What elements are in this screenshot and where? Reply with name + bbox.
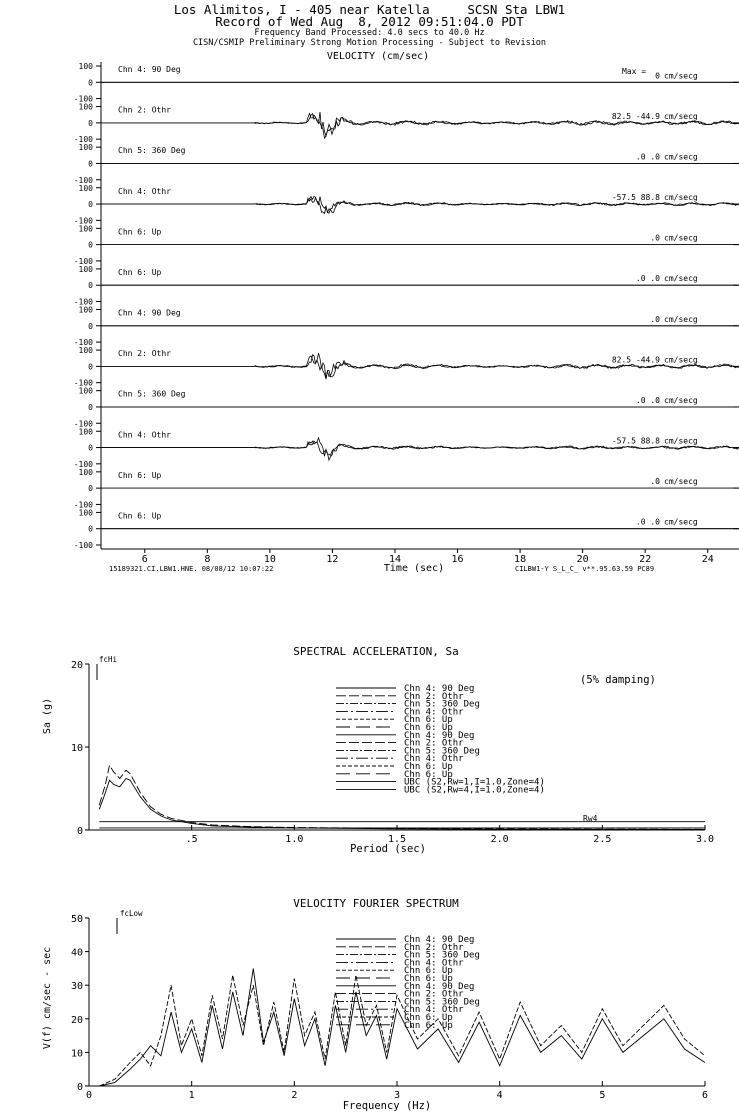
legend-entry: Chn 5: 360 Deg bbox=[404, 950, 480, 961]
sa-x-tick-label: 1.0 bbox=[285, 834, 304, 845]
trace-units: cm/secg bbox=[664, 152, 698, 162]
legend-entry: Chn 4: 90 Deg bbox=[404, 981, 475, 992]
trace-max-value: 82.5 -44.9 bbox=[611, 111, 660, 121]
trace-channel-label: Chn 6: Up bbox=[118, 267, 162, 277]
record-date-title: Record of Wed Aug 8, 2012 09:51:04.0 PDT bbox=[215, 14, 524, 29]
timeseries-y-tick-label: 100 bbox=[78, 62, 93, 71]
trace-units: cm/secg bbox=[664, 233, 698, 243]
timeseries-x-tick-label: 12 bbox=[326, 554, 339, 565]
timeseries-y-tick-label: -100 bbox=[73, 256, 93, 266]
sa-fchi-marker-label: fcHi bbox=[99, 655, 118, 664]
sa-title: SPECTRAL ACCELERATION, Sa bbox=[293, 645, 459, 658]
vf-series-line bbox=[99, 975, 705, 1086]
timeseries-x-tick-label: 22 bbox=[639, 554, 652, 565]
legend-entry: UBC (S2,Rw=1,I=1.0,Zone=4) bbox=[404, 777, 545, 788]
trace-units: cm/secg bbox=[664, 477, 698, 487]
timeseries-y-tick-label: -100 bbox=[73, 175, 93, 185]
trace-channel-label: Chn 4: Othr bbox=[118, 186, 171, 196]
timeseries-y-tick-label: 0 bbox=[88, 443, 93, 453]
legend-entry: Chn 5: 360 Deg bbox=[404, 746, 480, 757]
timeseries-footer-left: 15189321.CI.LBW1.HNE. 08/08/12 10:07:22 bbox=[109, 565, 274, 573]
trace-channel-label: Chn 4: Othr bbox=[118, 430, 171, 440]
sa-rw-label: Rw4 bbox=[583, 814, 598, 823]
vf-x-tick-label: 0 bbox=[85, 1090, 93, 1101]
timeseries-y-tick-label: -100 bbox=[73, 459, 93, 469]
trace-units: cm/secg bbox=[664, 355, 698, 365]
sa-x-tick-label: 3.0 bbox=[695, 834, 715, 845]
vf-x-tick-label: 3 bbox=[393, 1090, 401, 1101]
vf-x-tick-label: 2 bbox=[291, 1090, 298, 1101]
timeseries-y-tick-label: 100 bbox=[78, 264, 93, 274]
legend-entry: Chn 4: 90 Deg bbox=[404, 684, 475, 694]
vf-fclow-marker-label: fcLow bbox=[120, 909, 143, 918]
trace-units: cm/secg bbox=[664, 314, 698, 324]
timeseries-x-tick-label: 16 bbox=[451, 554, 464, 565]
trace-channel-label: Chn 4: 90 Deg bbox=[118, 65, 181, 74]
timeseries-x-label: Time (sec) bbox=[383, 563, 445, 574]
trace-max-value: .0 .0 bbox=[635, 517, 660, 527]
timeseries-y-tick-label: 0 bbox=[88, 281, 93, 291]
timeseries-y-tick-label: 0 bbox=[88, 159, 93, 169]
legend-entry: Chn 6: Up bbox=[404, 715, 453, 726]
timeseries-y-tick-label: 100 bbox=[78, 102, 93, 112]
timeseries-y-tick-label: -100 bbox=[73, 419, 93, 429]
trace-max-value: -57.5 88.8 bbox=[611, 193, 660, 203]
vf-y-tick-label: 30 bbox=[70, 981, 83, 993]
legend-entry: Chn 4: Othr bbox=[404, 958, 464, 969]
trace-max-value: .0 .0 bbox=[635, 395, 660, 405]
timeseries-y-tick-label: 0 bbox=[88, 118, 93, 128]
sa-y-tick-label: 10 bbox=[70, 743, 83, 754]
trace-channel-label: Chn 5: 360 Deg bbox=[118, 146, 186, 156]
legend-entry: Chn 2: Othr bbox=[404, 989, 464, 1000]
timeseries-y-tick-label: 0 bbox=[88, 240, 93, 250]
timeseries-y-tick-label: -100 bbox=[73, 135, 93, 145]
legend-entry: Chn 4: 90 Deg bbox=[404, 935, 475, 945]
timeseries-x-tick-label: 14 bbox=[388, 554, 402, 565]
vf-y-tick-label: 0 bbox=[76, 1082, 83, 1093]
trace-units: cm/secg bbox=[664, 193, 698, 203]
sa-damping-note: (5% damping) bbox=[580, 674, 656, 686]
timeseries-x-tick-label: 10 bbox=[263, 554, 276, 565]
trace-max-value: .0 .0 bbox=[635, 274, 660, 284]
timeseries-y-tick-label: 100 bbox=[78, 427, 93, 437]
trace-max-value: .0 bbox=[650, 314, 660, 324]
timeseries-x-tick-label: 20 bbox=[576, 554, 589, 565]
timeseries-y-tick-label: -100 bbox=[73, 541, 93, 550]
trace-max-value: -57.5 88.8 bbox=[611, 436, 660, 446]
trace-max-value: .0 bbox=[650, 477, 660, 487]
timeseries-y-tick-label: 0 bbox=[88, 321, 93, 331]
sa-series-line bbox=[99, 765, 705, 829]
trace-channel-label: Chn 4: 90 Deg bbox=[118, 308, 181, 318]
timeseries-y-tick-label: 100 bbox=[78, 143, 93, 153]
spectral-acceleration-panel bbox=[42, 645, 714, 855]
timeseries-x-tick-label: 6 bbox=[141, 554, 148, 565]
processing-note: CISN/CSMIP Preliminary Strong Motion Processing - Subject to Revision bbox=[192, 38, 547, 48]
timeseries-y-tick-label: -100 bbox=[73, 216, 93, 226]
legend-entry: UBC (S2,Rw=4,I=1.0,Zone=4) bbox=[404, 785, 545, 796]
timeseries-y-tick-label: -100 bbox=[73, 297, 93, 307]
legend-entry: Chn 6: Up bbox=[404, 723, 453, 733]
sa-x-tick-label: 2.5 bbox=[593, 834, 612, 845]
trace-units: cm/secg bbox=[664, 111, 698, 121]
vf-x-tick-label: 6 bbox=[701, 1090, 709, 1101]
frequency-band-note: Frequency Band Processed: 4.0 secs to 40.0 Hz bbox=[254, 28, 485, 38]
legend-entry: Chn 6: Up bbox=[404, 974, 453, 984]
timeseries-y-tick-label: 0 bbox=[88, 524, 93, 534]
sa-x-tick-label: 2.0 bbox=[490, 834, 509, 845]
sa-y-tick-label: 20 bbox=[70, 660, 83, 671]
timeseries-y-tick-label: -100 bbox=[73, 94, 93, 104]
record-station-title: Los Alimitos, I - 405 near Katella SCSN Sta LBW1 bbox=[173, 2, 566, 17]
sa-x-label: Period (sec) bbox=[350, 843, 426, 855]
legend-entry: Chn 6: Up bbox=[404, 769, 453, 780]
legend-entry: Chn 2: Othr bbox=[404, 942, 464, 953]
trace-max-value: 82.5 -44.9 bbox=[611, 355, 660, 365]
legend-entry: Chn 2: Othr bbox=[404, 691, 464, 702]
trace-units: cm/secg bbox=[664, 436, 698, 446]
vf-x-label: Frequency (Hz) bbox=[342, 1100, 432, 1112]
legend-entry: Chn 5: 360 Deg bbox=[404, 997, 480, 1008]
vf-title: VELOCITY FOURIER SPECTRUM bbox=[293, 897, 459, 910]
legend-entry: Chn 6: Up bbox=[404, 1013, 453, 1023]
vf-y-tick-label: 40 bbox=[70, 947, 83, 959]
vf-y-tick-label: 20 bbox=[70, 1014, 83, 1026]
timeseries-y-tick-label: -100 bbox=[73, 338, 93, 348]
timeseries-overlay-title: VELOCITY (cm/sec) bbox=[326, 51, 430, 62]
vf-y-tick-label: 10 bbox=[70, 1048, 83, 1060]
timeseries-y-tick-label: -100 bbox=[73, 500, 93, 510]
sa-y-label: Sa (g) bbox=[42, 697, 53, 735]
timeseries-y-tick-label: 100 bbox=[78, 386, 93, 396]
vf-series-line bbox=[99, 968, 705, 1086]
trace-units: cm/secg bbox=[664, 71, 698, 81]
timeseries-y-tick-label: 0 bbox=[88, 78, 93, 88]
legend-entry: Chn 2: Othr bbox=[404, 738, 464, 749]
timeseries-y-tick-label: 100 bbox=[78, 346, 93, 356]
timeseries-y-tick-label: 0 bbox=[88, 484, 93, 494]
trace-channel-label: Chn 5: 360 Deg bbox=[118, 389, 186, 399]
legend-entry: Chn 6: Up bbox=[404, 1020, 453, 1031]
timeseries-y-tick-label: 100 bbox=[78, 508, 93, 518]
timeseries-y-tick-label: 100 bbox=[78, 305, 93, 315]
legend-entry: Chn 4: 90 Deg bbox=[404, 730, 475, 741]
timeseries-y-tick-label: -100 bbox=[73, 378, 93, 388]
vf-y-tick-label: 50 bbox=[70, 914, 83, 925]
trace-units: cm/secg bbox=[664, 395, 698, 405]
trace-max-value: .0 bbox=[650, 233, 660, 243]
trace-channel-label: Chn 6: Up bbox=[118, 470, 162, 480]
timeseries-x-tick-label: 18 bbox=[514, 554, 527, 565]
legend-entry: Chn 4: Othr bbox=[404, 754, 464, 765]
sa-y-tick-label: 0 bbox=[76, 826, 83, 837]
timeseries-y-tick-label: 100 bbox=[78, 467, 93, 477]
timeseries-x-tick-label: 24 bbox=[701, 554, 714, 565]
timeseries-y-tick-label: 0 bbox=[88, 200, 93, 210]
trace-channel-label: Chn 6: Up bbox=[118, 227, 162, 237]
timeseries-y-tick-label: 0 bbox=[88, 402, 93, 412]
legend-entry: Chn 4: Othr bbox=[404, 707, 464, 718]
vf-x-tick-label: 5 bbox=[599, 1090, 606, 1101]
sa-x-tick-label: .5 bbox=[185, 834, 198, 845]
trace-channel-label: Chn 6: Up bbox=[118, 511, 162, 521]
timeseries-y-tick-label: 100 bbox=[78, 224, 93, 234]
timeseries-x-tick-label: 8 bbox=[204, 554, 211, 565]
timeseries-footer-right: CILBW1-Y S_L_C_ v**.95.63.59 PC89 bbox=[515, 565, 655, 573]
sa-x-tick-label: 1.5 bbox=[387, 834, 407, 845]
timeseries-y-tick-label: 0 bbox=[88, 362, 93, 372]
vf-y-label: V(f) cm/sec - sec bbox=[42, 946, 53, 1050]
timeseries-y-tick-label: 100 bbox=[78, 183, 93, 193]
legend-entry: Chn 5: 360 Deg bbox=[404, 699, 480, 710]
timeseries-max-label: Max = bbox=[622, 67, 647, 76]
vf-x-tick-label: 1 bbox=[188, 1090, 195, 1101]
vf-x-tick-label: 4 bbox=[496, 1090, 503, 1101]
trace-max-value: .0 .0 bbox=[635, 152, 660, 162]
legend-entry: Chn 6: Up bbox=[404, 966, 453, 977]
trace-channel-label: Chn 2: Othr bbox=[118, 349, 171, 359]
trace-units: cm/secg bbox=[664, 274, 698, 284]
velocity-timeseries-panel bbox=[74, 51, 739, 574]
legend-entry: Chn 6: Up bbox=[404, 762, 453, 772]
trace-channel-label: Chn 2: Othr bbox=[118, 105, 171, 115]
trace-max-value: 0 bbox=[655, 71, 660, 81]
trace-units: cm/secg bbox=[664, 517, 698, 527]
legend-entry: Chn 4: Othr bbox=[404, 1005, 464, 1016]
velocity-fourier-panel bbox=[42, 897, 708, 1112]
